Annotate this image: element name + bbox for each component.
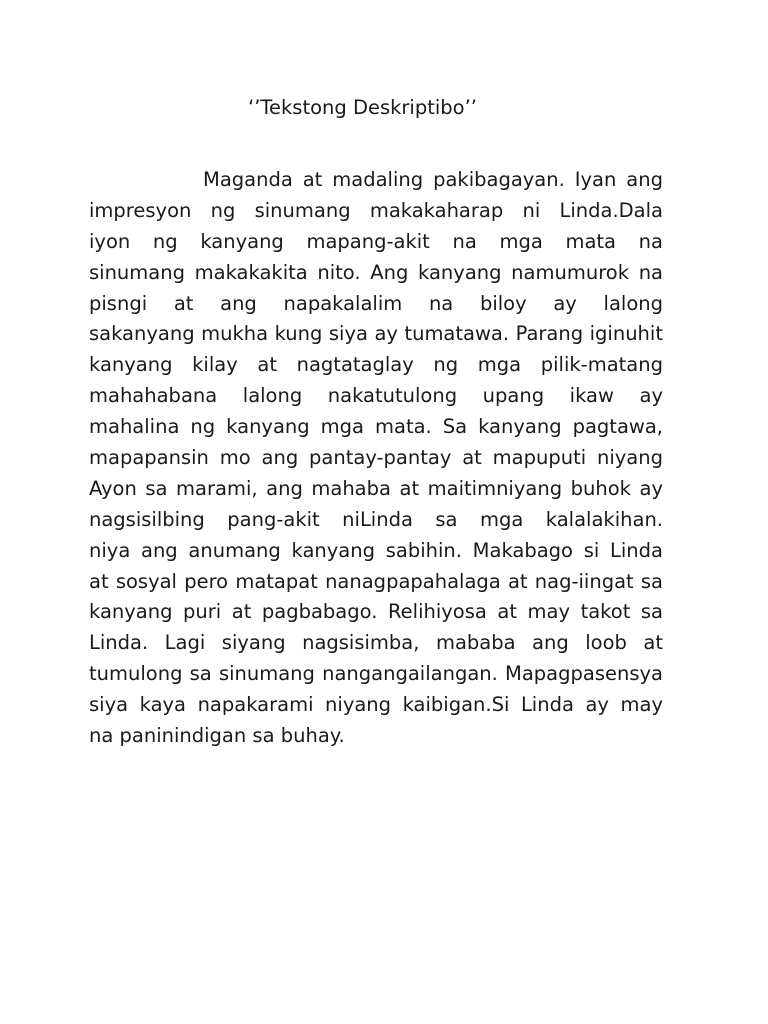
paragraph-line: Ayon sa marami, ang mahaba at maitimniyang buhok ay: [89, 476, 663, 500]
paragraph-line: na paninindigan sa buhay.: [89, 724, 345, 748]
paragraph-line: at sosyal pero matapat nanagpapahalaga at nag-iingat sa: [89, 569, 663, 593]
paragraph-line: Maganda at madaling pakibagayan. Iyan ang: [203, 168, 663, 191]
paragraph-line: impresyon ng sinumang makakaharap ni Linda.Dala: [89, 198, 663, 222]
paragraph-line: kanyang kilay at nagtataglay ng mga pilik-matang: [89, 353, 663, 377]
paragraph-line: iyon ng kanyang mapang-akit na mga mata na: [89, 229, 663, 253]
paragraph-line: kanyang puri at pagbabago. Relihiyosa at may takot sa: [89, 600, 663, 624]
paragraph-line: mahahabana lalong nakatutulong upang ikaw ay: [89, 384, 663, 408]
paragraph-line: nagsisilbing pang-akit niLinda sa mga kalalakihan.: [89, 507, 663, 531]
body-paragraph: [89, 165, 663, 752]
paragraph-line: pisngi at ang napakalalim na biloy ay lalong: [89, 291, 663, 315]
paragraph-line: niya ang anumang kanyang sabihin. Makabago si Linda: [89, 538, 663, 562]
document-title: ‘’Tekstong Deskriptibo’’: [248, 96, 478, 119]
paragraph-line: siya kaya napakarami niyang kaibigan.Si Linda ay may: [89, 693, 663, 717]
paragraph-line: tumulong sa sinumang nangangailangan. Mapagpasensya: [89, 662, 663, 686]
paragraph-line: mahalina ng kanyang mga mata. Sa kanyang pagtawa,: [89, 415, 663, 439]
paragraph-line: Linda. Lagi siyang nagsisimba, mababa ang loob at: [89, 631, 663, 655]
paragraph-line: sinumang makakakita nito. Ang kanyang namumurok na: [89, 260, 663, 284]
paragraph-line: sakanyang mukha kung siya ay tumatawa. Parang iginuhit: [89, 322, 663, 346]
paragraph-line: mapapansin mo ang pantay-pantay at mapuputi niyang: [89, 446, 663, 470]
